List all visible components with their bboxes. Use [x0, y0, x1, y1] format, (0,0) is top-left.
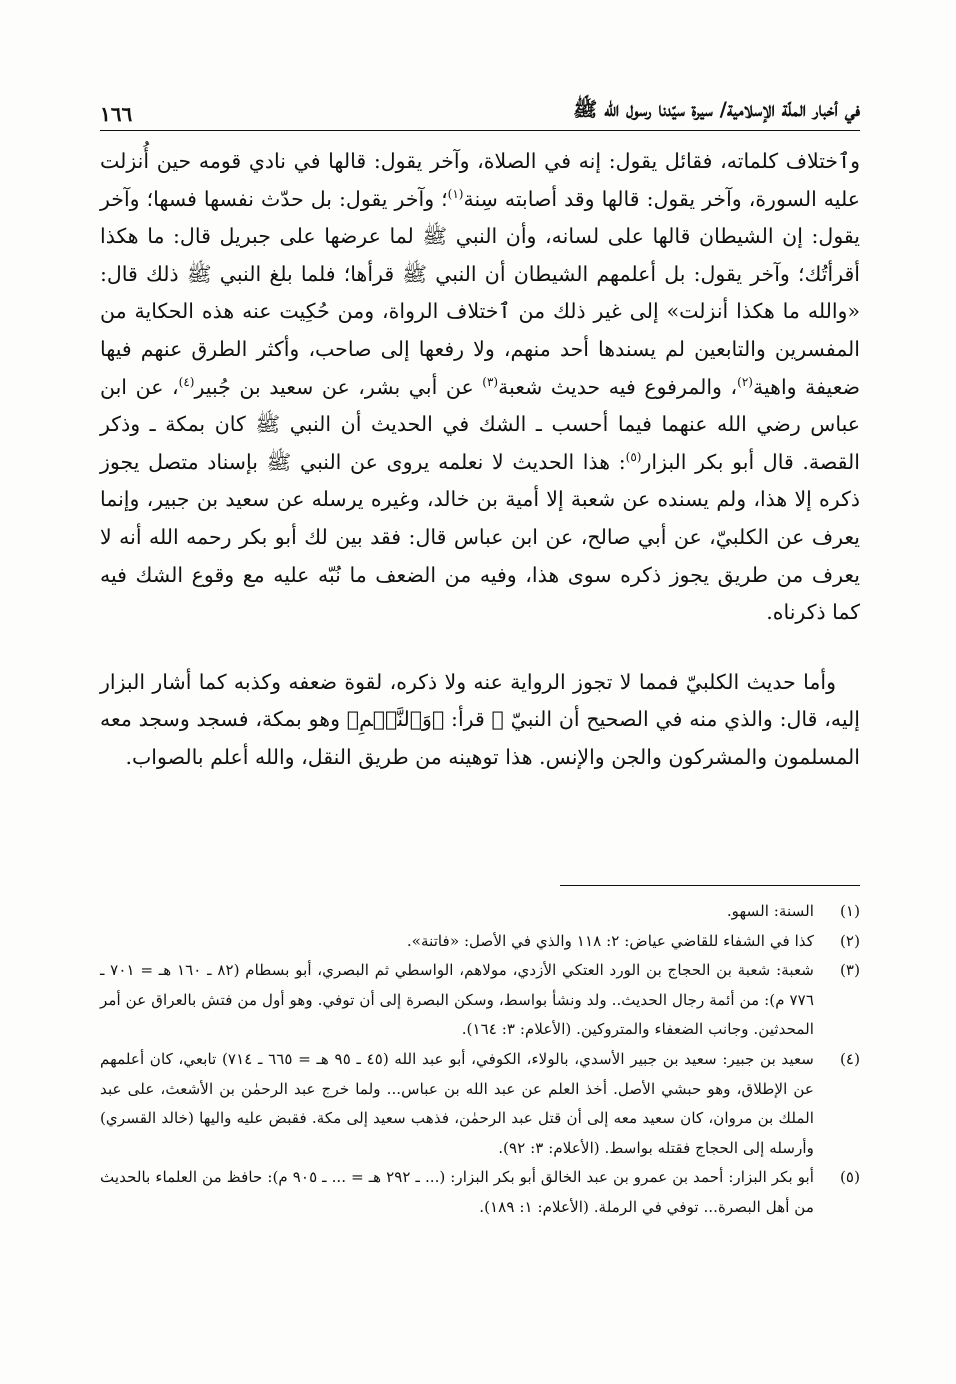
footnote-number: (٣): [839, 961, 860, 980]
footnote-item: [100, 897, 860, 927]
footnote-item: [100, 927, 860, 957]
footnote-ref-4[interactable]: (٤): [178, 374, 195, 389]
footnote-rule: [560, 885, 860, 886]
footnote-number: (٢): [839, 931, 860, 950]
running-title: في أخبار الملّة الإسلامية/ سيرة سيّدنا رسول الله ﷺ: [573, 97, 860, 121]
footnote-ref-3[interactable]: (٣): [482, 374, 499, 389]
footnote-item: [100, 1163, 860, 1222]
paragraph-2: وأما حديث الكلبيّ فمما لا تجوز الرواية عنه ولا ذكره، لقوة ضعفه وكذبه كما أشار البزار إليه، قال: والذي منه في الصحيح أن النبيّ ﷺ قرأ: ﴿وَٱلنَّجۡمِ﴾ وهو بمكة، فسجد وسجد معه المسلمون والمشركون والجن والإنس. هذا توهينه من طريق النقل، والله أعلم بالصواب.: [100, 669, 860, 769]
paragraph-1-text: ، والمرفوع فيه حديث شعبة: [498, 374, 738, 399]
header-rule: [100, 130, 860, 131]
footnote-text: شعبة: شعبة بن الحجاج بن الورد العتكي الأزدي، مولاهم، الواسطي ثم البصري، أبو بسطام (٨٢ ـ ١٦٠ هـ = ٧٠١ ـ ٧٧٦ م): من أئمة رجال الحديث.. ولد ونشأ بواسط، وسكن البصرة إلى أن توفي. وهو أول من فتش بالعراق عن أمر المحدثين. وجانب الضعفاء والمتروكين. (الأعلام: ٣: ١٦٤).: [100, 961, 815, 1039]
page-header: [100, 86, 860, 126]
footnote-text: السنة: السهو.: [726, 902, 814, 920]
footnote-ref-2[interactable]: (٢): [737, 374, 753, 389]
footnote-number: (٥): [839, 1168, 860, 1187]
page-number: ١٦٦: [100, 102, 133, 126]
footnote-number: (١): [839, 902, 860, 920]
footnote-text: كذا في الشفاء للقاضي عياض: ٢: ١١٨ والذي في الأصل: «فاتنة».: [406, 931, 814, 950]
footnote-item: [100, 1045, 860, 1163]
footnote-text: أبو بكر البزار: أحمد بن عمرو بن عبد الخالق أبو بكر البزار: (... ـ ٢٩٢ هـ = ... ـ ٩٠٥ م): حافظ من العلماء بالحديث من أهل البصرة... توفي في الرملة. (الأعلام: ١: ١٨٩).: [100, 1168, 814, 1216]
footnote-number: (٤): [839, 1049, 860, 1068]
footnote-ref-5[interactable]: (٥): [625, 449, 642, 464]
paragraph-1-text: عن أبي بشر، عن سعيد بن جُبير: [194, 374, 483, 399]
paragraph-1-text: ، عن ابن عباس رضي الله عنهما فيما أحسب ـ الشك في الحديث أن النبي ﷺ كان بمكة ـ وذكر القصة. قال أبو بكر البزار: [100, 374, 860, 474]
paragraph-1: [100, 143, 860, 632]
paragraph-1-text: ؛ وآخر يقول: بل حدّث نفسها فسها؛ وآخر يقول: إن الشيطان قالها على لسانه، وأن النبي ﷺ لما عرضها على جبريل قال: ما هكذا أقرأتُك؛ وآخر يقول: بل أعلمهم الشيطان أن النبي ﷺ قرأها؛ فلما بلغ النبي ﷺ ذلك قال: «والله ما هكذا أنزلت» إلى غير ذلك من ٱختلاف الرواة، ومن حُكِيت عنه هذه الحكاية من المفسرين والتابعين لم يسندها أحد منهم، ولا رفعها إلى صاحب، وأكثر الطرق عنهم فيها ضعيفة واهية: [100, 186, 860, 399]
footnotes: [100, 897, 860, 1223]
footnote-text: سعيد بن جبير: سعيد بن جبير الأسدي، بالولاء، الكوفي، أبو عبد الله (٤٥ ـ ٩٥ هـ = ٦٦٥ ـ ٧١٤) تابعي، كان أعلمهم عن الإطلاق، وهو حبشي الأصل. أخذ العلم عن عبد الله بن عباس... ولما خرج عبد الرحمٰن بن الأشعث، على عبد الملك بن مروان، كان سعيد معه إلى أن قتل عبد الرحمٰن، فذهب سعيد إلى مكة. فقبض عليه واليها (خالد القسري) وأرسله إلى الحجاج فقتله بواسط. (الأعلام: ٣: ٩٢).: [100, 1049, 815, 1157]
main-text: [100, 143, 860, 777]
paragraph-1-text: : هذا الحديث لا نعلمه يروى عن النبي ﷺ بإسناد متصل يجوز ذكره إلا هذا، ولم يسنده عن شعبة إلا أمية بن خالد، وغيره يرسله عن سعيد بن جبير، وإنما يعرف عن الكلبيّ، عن أبي صالح، عن ابن عباس قال: فقد بين لك أبو بكر رحمه الله أنه لا يعرف من طريق يجوز ذكره سوى هذا، وفيه من الضعف ما نُبّه عليه مع وقوع الشك فيه كما ذكرناه.: [100, 449, 860, 625]
footnote-item: [100, 956, 860, 1045]
paragraph-1-text: وٱختلاف كلماته، فقائل يقول: إنه في الصلاة، وآخر يقول: قالها في نادي قومه حين أُنزلت عليه السورة، وآخر يقول: قالها وقد أصابته سِنة: [100, 149, 860, 211]
footnote-ref-1[interactable]: (١): [447, 186, 464, 201]
